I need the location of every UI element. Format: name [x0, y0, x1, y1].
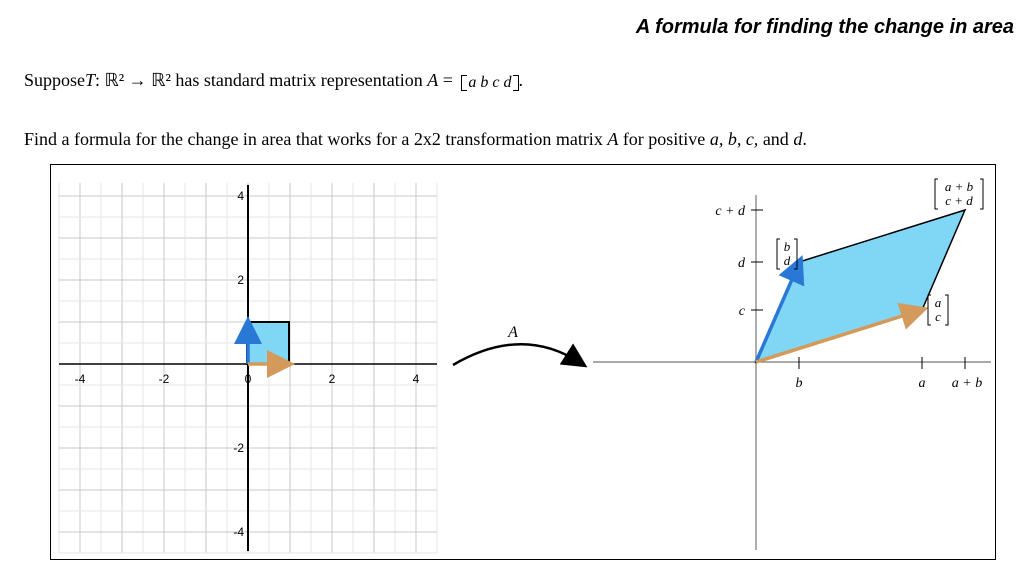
label-vec-sum [935, 179, 983, 209]
vec-bd-bottom: d [783, 253, 791, 268]
question-A: A [607, 129, 619, 149]
question-text2: for positive [618, 129, 710, 149]
y-tick-label: -2 [233, 441, 244, 455]
unit-square [247, 322, 289, 364]
figure-panel [50, 164, 996, 560]
label-d: d [738, 256, 745, 271]
vec-sum-top: a + b [944, 179, 974, 194]
transform-arrow [453, 344, 579, 365]
x-tick-label: -4 [74, 372, 86, 386]
transform-label: A [508, 324, 518, 341]
question-vars: a, b, c, [709, 129, 759, 149]
intro-T: T [85, 70, 96, 90]
problem-statement [24, 70, 523, 92]
intro-prefix: Suppose [24, 70, 86, 90]
right-plot [593, 179, 991, 550]
question-end: . [802, 129, 807, 149]
matrix-A [461, 71, 518, 92]
intro-A: A [427, 70, 439, 90]
vec-bd-top: b [783, 239, 791, 254]
intro-equals: = [438, 70, 458, 90]
label-c: c [738, 304, 745, 319]
vec-sum-bottom: c + d [945, 193, 973, 208]
vec-ac-top: a [934, 295, 942, 310]
label-vec-bd [777, 239, 797, 269]
question-statement [24, 129, 807, 150]
x-tick-label: 4 [412, 372, 420, 386]
page-title: A formula for finding the change in area [635, 16, 1014, 38]
y-tick-label: -4 [233, 525, 244, 539]
question-text1: Find a formula for the change in area that works for a 2x2 transformation matrix [24, 129, 608, 149]
label-a-plus-b: a + b [951, 376, 983, 391]
label-c-plus-d: c + d [715, 204, 745, 219]
question-d: d [793, 129, 803, 149]
matrix-d: d [503, 74, 512, 92]
matrix-c: c [492, 74, 500, 92]
label-a: a [918, 376, 926, 391]
x-tick-label: 0 [244, 372, 252, 386]
left-plot [59, 183, 437, 553]
vec-ac-bottom: c [935, 309, 941, 324]
label-vec-ac [928, 295, 948, 325]
matrix-a: a [468, 74, 477, 92]
label-b: b [795, 376, 803, 391]
intro-mapping: : ℝ² → ℝ² has standard matrix representation [95, 70, 428, 90]
question-and: and [758, 129, 794, 149]
intro-period: . [518, 70, 524, 90]
figure-svg [51, 165, 994, 558]
x-tick-label: 2 [328, 372, 336, 386]
matrix-b: b [480, 74, 489, 92]
y-tick-label: 4 [237, 189, 244, 203]
x-tick-label: -2 [158, 372, 170, 386]
y-tick-label: 2 [237, 273, 244, 287]
